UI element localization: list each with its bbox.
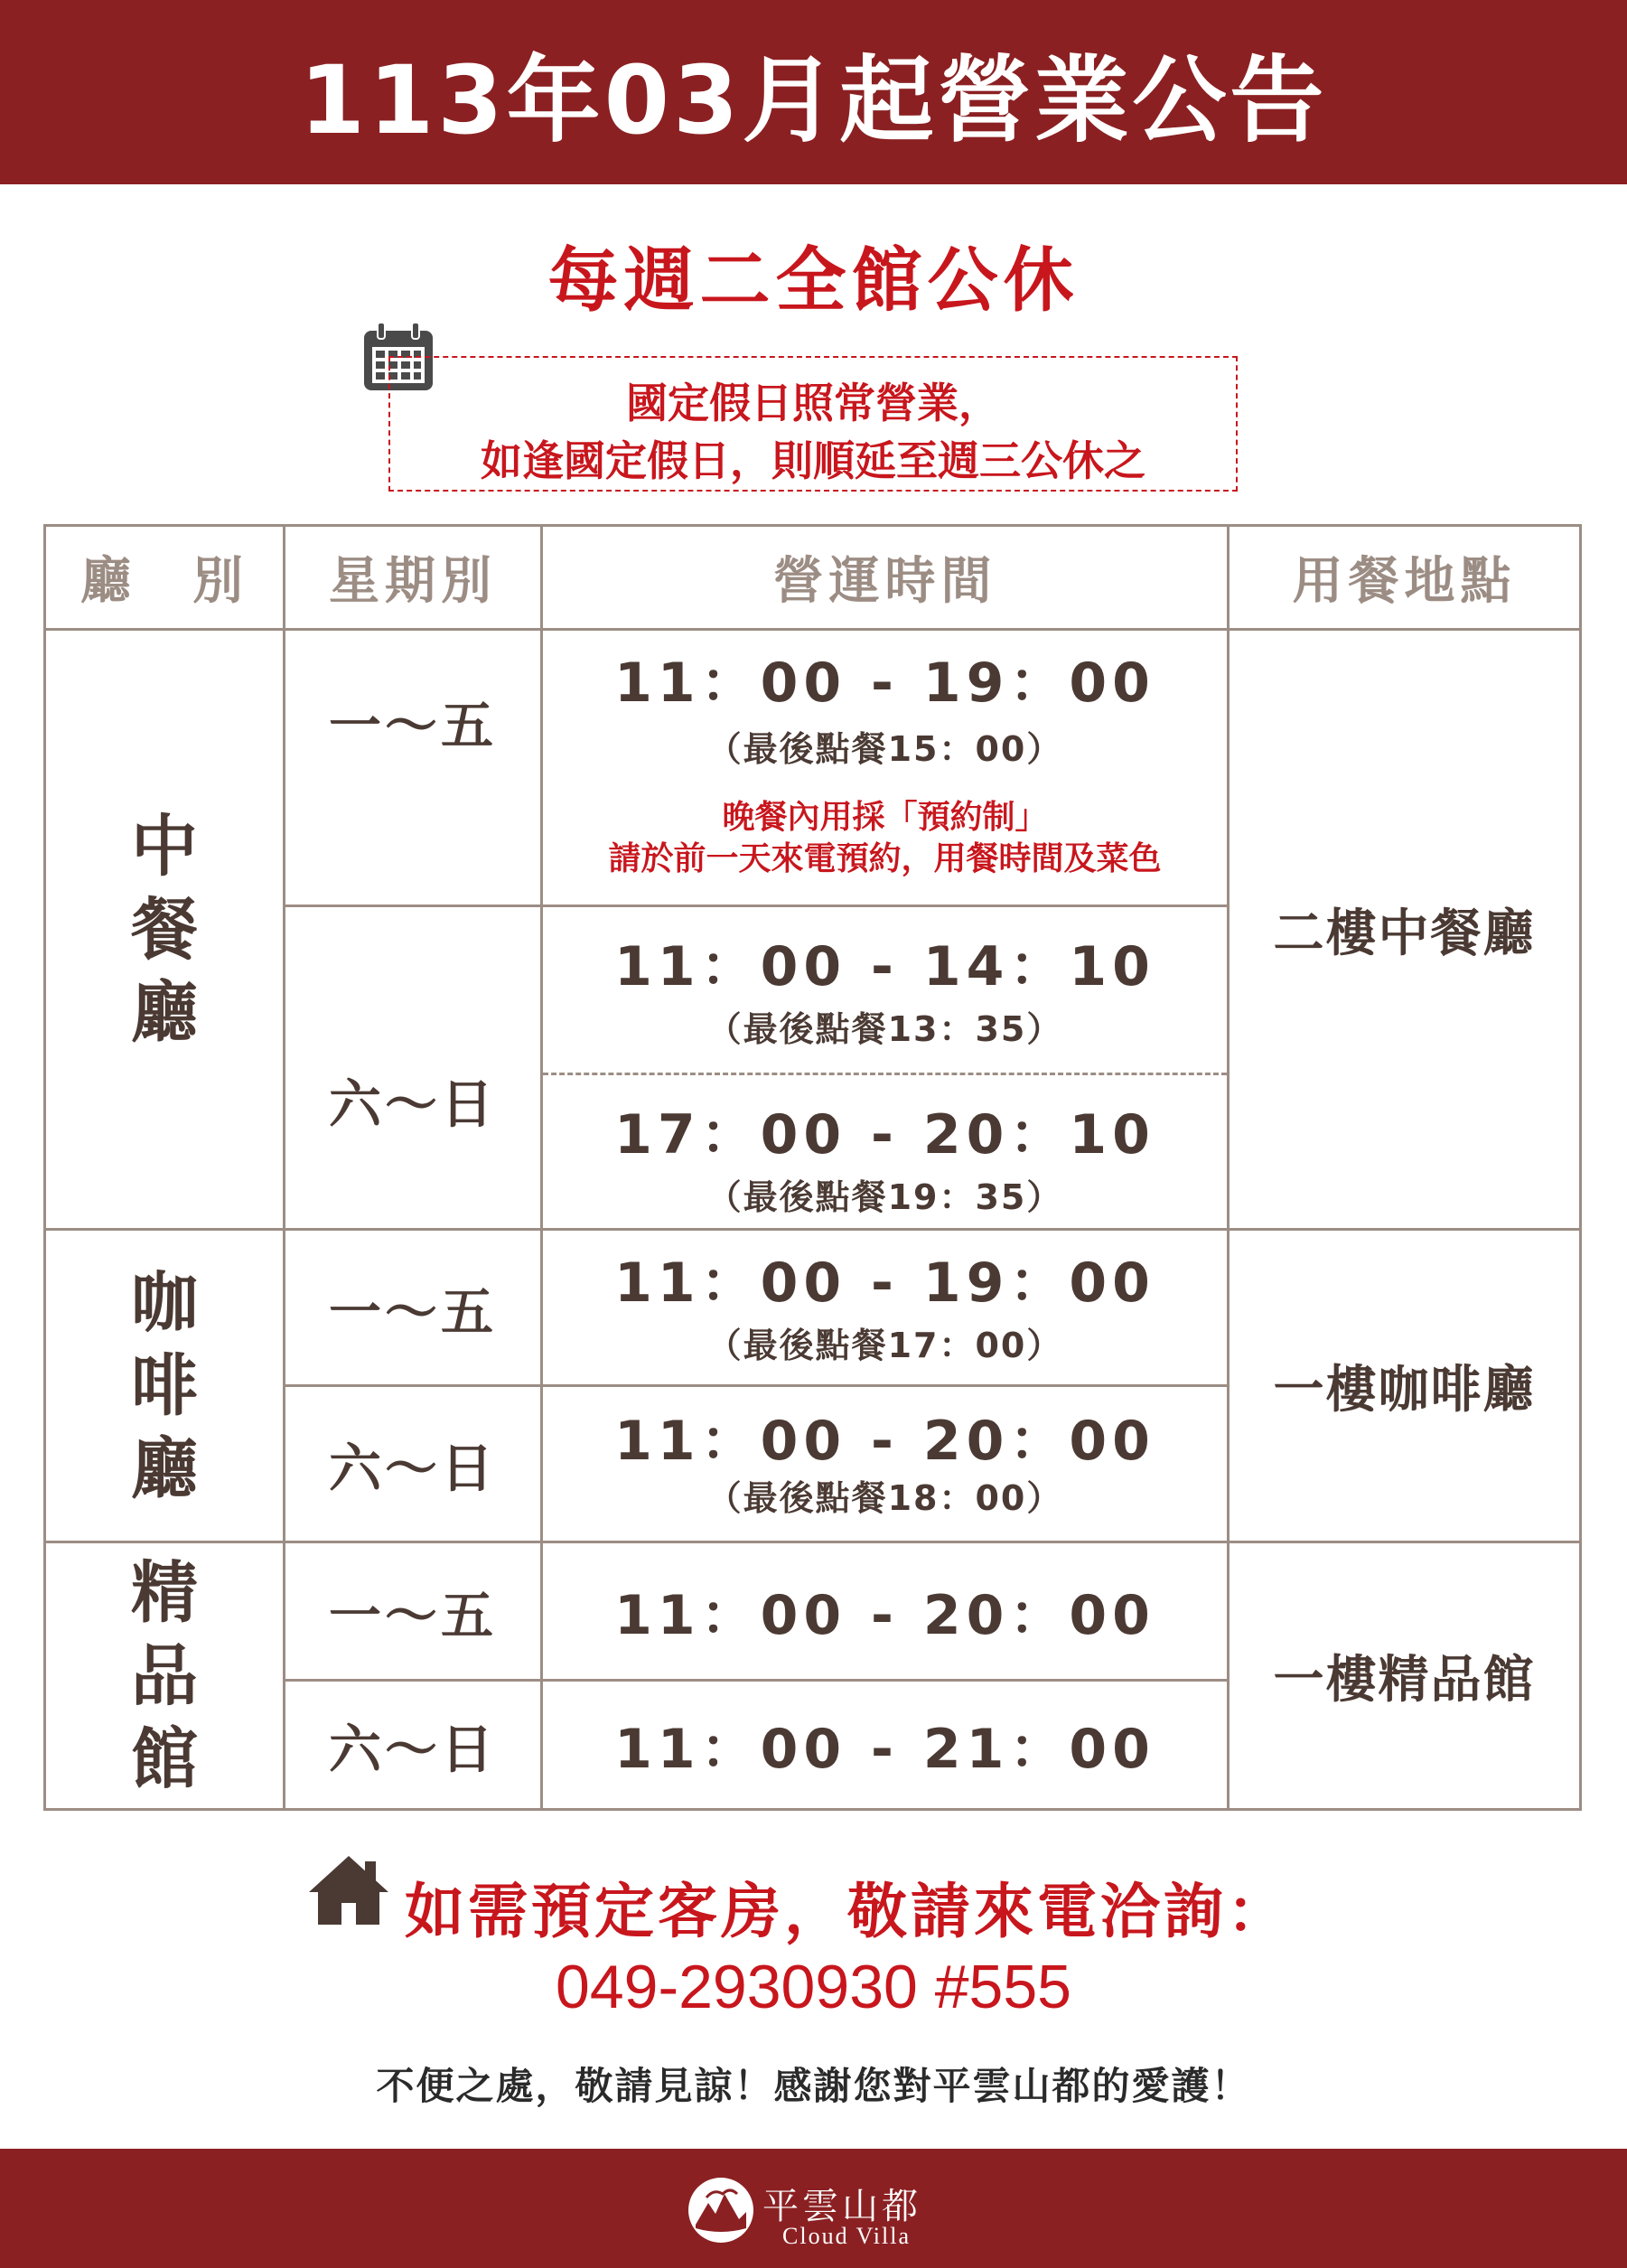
boutique-weekday-days: 一～五: [328, 1585, 497, 1646]
opening-time: 17：00 - 20：10: [614, 1103, 1155, 1167]
phone-number[interactable]: 049-2930930 #555: [556, 1953, 1071, 2021]
logo-english-name: Cloud Villa: [782, 2223, 912, 2249]
boutique-weekend-hours: [543, 1682, 1227, 1808]
hall-chinese-restaurant: [46, 631, 283, 1228]
cafe-weekday-hours: [543, 1231, 1227, 1384]
chinese-location: 二樓中餐廳: [1273, 904, 1536, 963]
holiday-note-line2: 如逢國定假日，則順延至週三公休之: [481, 436, 1145, 485]
hall-char: 館: [131, 1720, 198, 1798]
cafe-weekday-days: 一～五: [328, 1281, 497, 1343]
chinese-weekday-hours: [543, 631, 1227, 904]
thanks-message: 不便之處，敬請見諒！感謝您對平雲山都的愛護！: [376, 2064, 1251, 2108]
chinese-weekday-days: 一～五: [328, 695, 497, 756]
house-icon: [307, 1854, 390, 1926]
room-booking-text: 如需預定客房，敬請來電洽詢：: [405, 1877, 1290, 1946]
last-order: （最後點餐15：00）: [706, 729, 1063, 769]
opening-time: 11：00 - 20：00: [614, 1584, 1155, 1647]
last-order: （最後點餐19：35）: [706, 1177, 1063, 1217]
opening-time: 11：00 - 20：00: [614, 1410, 1155, 1473]
reservation-note: 請於前一天來電預約，用餐時間及菜色: [608, 840, 1162, 877]
hall-char: 精: [131, 1553, 198, 1632]
hall-char: 廳: [131, 973, 198, 1052]
header-days: 星期別: [329, 552, 497, 611]
hall-char: 中: [131, 807, 198, 886]
hall-char: 咖: [131, 1263, 198, 1342]
closing-notice: 每週二全館公休: [547, 240, 1080, 322]
holiday-note-line1: 國定假日照常營業，: [626, 379, 1000, 427]
cloud-villa-logo: [687, 2176, 755, 2245]
boutique-weekday-hours: [543, 1543, 1227, 1679]
hall-char: 品: [131, 1636, 198, 1715]
last-order: （最後點餐17：00）: [706, 1326, 1063, 1365]
hours-table: [43, 524, 1582, 1811]
opening-time: 11：00 - 19：00: [614, 651, 1155, 715]
boutique-weekend-days: 六～日: [328, 1719, 497, 1780]
holiday-note-box: [388, 356, 1238, 492]
hall-cafe: [46, 1231, 283, 1541]
reservation-note: 晚餐內用採「預約制」: [722, 799, 1048, 836]
cafe-weekend-days: 六～日: [328, 1438, 497, 1499]
page-title: 113年03月起營業公告: [299, 45, 1328, 155]
cafe-location: 一樓咖啡廳: [1273, 1360, 1536, 1420]
chinese-weekend-days: 六～日: [328, 1073, 497, 1135]
opening-time: 11：00 - 21：00: [614, 1718, 1155, 1781]
last-order: （最後點餐18：00）: [706, 1478, 1063, 1518]
chinese-weekend-lunch: [543, 907, 1227, 1073]
header-hall: 廳 別: [80, 552, 248, 611]
hall-char: 啡: [131, 1346, 198, 1425]
boutique-location: 一樓精品館: [1273, 1650, 1536, 1710]
hall-char: 餐: [131, 890, 198, 969]
header-bar: [0, 0, 1627, 184]
opening-time: 11：00 - 19：00: [614, 1251, 1155, 1315]
chinese-weekend-dinner: [543, 1075, 1227, 1228]
cafe-weekend-hours: [543, 1387, 1227, 1541]
header-hours: 營運時間: [772, 552, 997, 611]
hall-boutique: [46, 1543, 283, 1808]
logo-chinese-name: 平雲山都: [762, 2186, 921, 2227]
last-order: （最後點餐13：35）: [706, 1009, 1063, 1049]
hall-char: 廳: [131, 1429, 198, 1508]
header-location: 用餐地點: [1292, 552, 1517, 611]
opening-time: 11：00 - 14：10: [614, 935, 1155, 998]
